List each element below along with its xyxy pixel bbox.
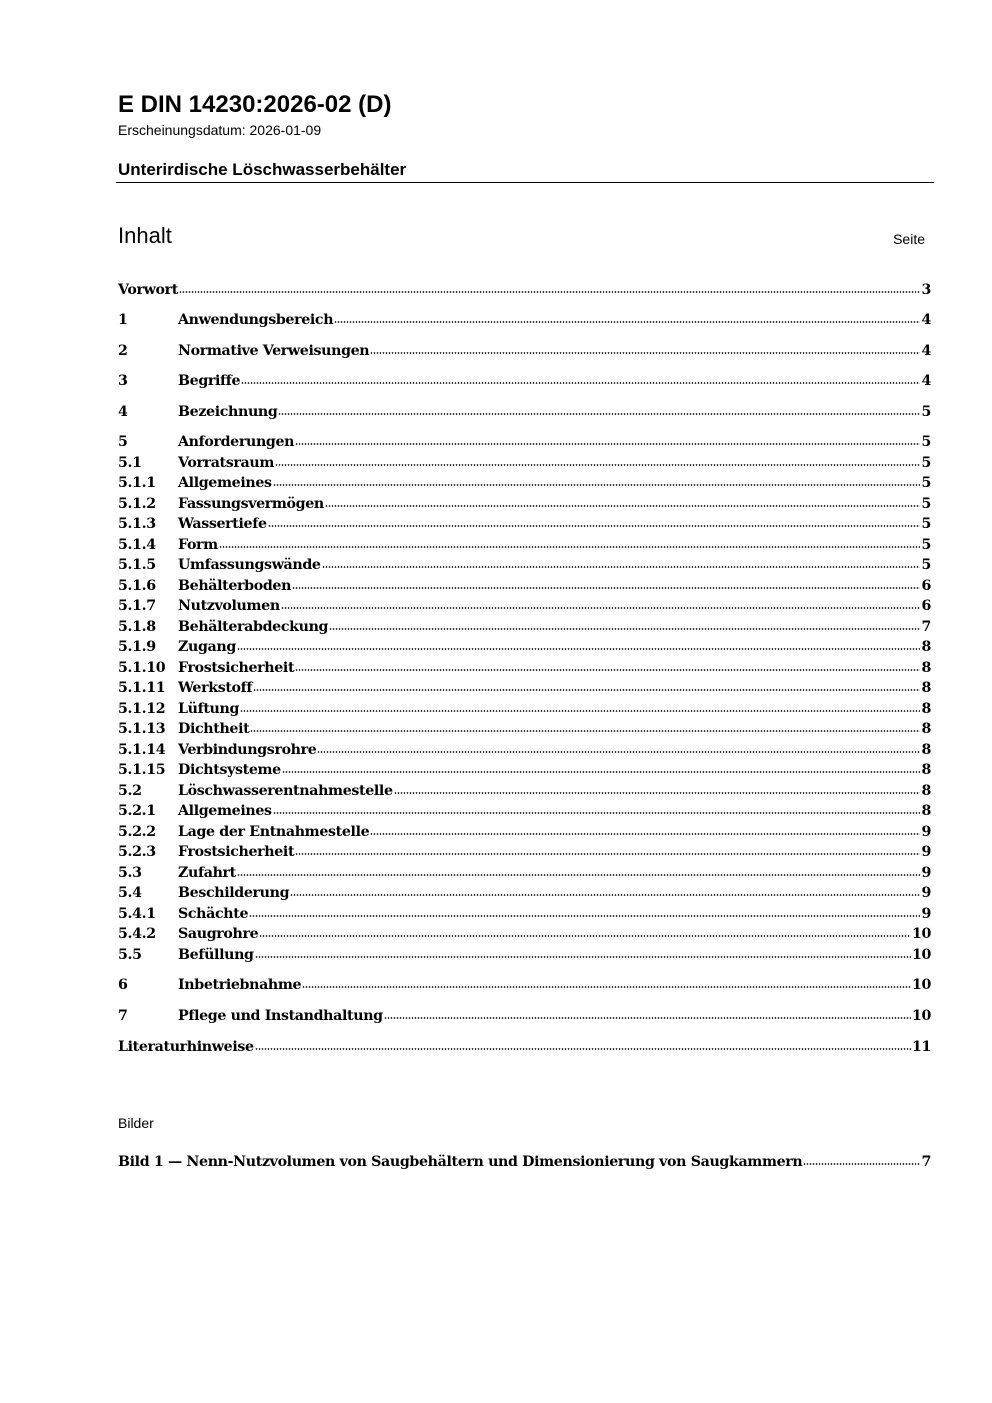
toc-entry-number: 3 bbox=[118, 373, 128, 389]
toc-entry-title: Allgemeines bbox=[178, 803, 272, 819]
toc-entry-page: 10 bbox=[911, 1008, 931, 1024]
figure-entry-page: 7 bbox=[921, 1154, 931, 1170]
toc-entry-title: Vorwort bbox=[118, 282, 178, 298]
toc-entry-title: Begriffe bbox=[178, 373, 241, 389]
toc-entry-page: 6 bbox=[921, 598, 931, 614]
toc-entry-number: 1 bbox=[118, 312, 128, 328]
dot-leader bbox=[370, 832, 920, 836]
dot-leader bbox=[249, 914, 920, 918]
toc-entry-page: 10 bbox=[911, 947, 931, 963]
toc-entry[interactable] bbox=[118, 617, 931, 637]
toc-entry-number: 5.1.8 bbox=[118, 619, 156, 635]
toc-entry-number: 5.1.9 bbox=[118, 639, 156, 655]
figure-entry-title: Bild 1 — Nenn-Nutzvolumen von Saugbehältern und Dimensionierung von Saugkammern bbox=[118, 1154, 803, 1170]
toc-entry-title: Frostsicherheit bbox=[178, 844, 295, 860]
toc-entry[interactable] bbox=[118, 740, 931, 760]
toc-entry-number: 5.1.11 bbox=[118, 680, 166, 696]
toc-entry-page: 10 bbox=[911, 977, 931, 993]
toc-entry-title: Zufahrt bbox=[178, 865, 236, 881]
toc-entry[interactable] bbox=[118, 555, 931, 575]
toc-entry-page: 8 bbox=[921, 660, 931, 676]
toc-entry-number: 5.2.1 bbox=[118, 803, 156, 819]
toc-entry[interactable] bbox=[118, 576, 931, 596]
document-id: E DIN 14230:2026-02 (D) bbox=[118, 91, 392, 118]
toc-entry-page: 5 bbox=[921, 496, 931, 512]
contents-heading: Inhalt bbox=[118, 223, 172, 248]
toc-entry[interactable] bbox=[118, 310, 931, 330]
dot-leader bbox=[302, 985, 911, 989]
toc-entry[interactable] bbox=[118, 432, 931, 452]
toc-entry-page: 8 bbox=[921, 742, 931, 758]
toc-entry-page: 8 bbox=[921, 762, 931, 778]
toc-entry[interactable] bbox=[118, 1037, 931, 1057]
dot-leader bbox=[292, 586, 920, 590]
toc-entry-title: Dichtheit bbox=[178, 721, 250, 737]
toc-entry[interactable] bbox=[118, 699, 931, 719]
toc-entry-number: 5.2.2 bbox=[118, 824, 156, 840]
dot-leader bbox=[268, 524, 921, 528]
toc-entry-number: 6 bbox=[118, 977, 128, 993]
toc-entry-page: 5 bbox=[921, 455, 931, 471]
toc-entry-number: 5.1.6 bbox=[118, 578, 156, 594]
dot-leader bbox=[322, 565, 921, 569]
toc-entry-title: Zugang bbox=[178, 639, 236, 655]
toc-entry-page: 5 bbox=[921, 516, 931, 532]
toc-entry-title: Bezeichnung bbox=[178, 404, 278, 420]
toc-entry-title: Form bbox=[178, 537, 218, 553]
dot-leader bbox=[295, 442, 920, 446]
dot-leader bbox=[259, 934, 911, 938]
dot-leader bbox=[290, 893, 920, 897]
toc-entry-number: 2 bbox=[118, 343, 128, 359]
dot-leader bbox=[275, 463, 920, 467]
toc-entry-page: 8 bbox=[921, 680, 931, 696]
dot-leader bbox=[394, 791, 921, 795]
toc-entry[interactable] bbox=[118, 473, 931, 493]
toc-entry-title: Werkstoff bbox=[178, 680, 253, 696]
toc-entry-page: 5 bbox=[921, 557, 931, 573]
toc-entry[interactable] bbox=[118, 719, 931, 739]
toc-entry-page: 6 bbox=[921, 578, 931, 594]
toc-entry-number: 5.1.1 bbox=[118, 475, 156, 491]
toc-entry-title: Umfassungswände bbox=[178, 557, 321, 573]
toc-entry-page: 4 bbox=[921, 373, 931, 389]
toc-entry-page: 4 bbox=[921, 343, 931, 359]
toc-entry-number: 5.2.3 bbox=[118, 844, 156, 860]
toc-entry-number: 5.1.5 bbox=[118, 557, 156, 573]
toc-entry[interactable] bbox=[118, 637, 931, 657]
dot-leader bbox=[253, 688, 920, 692]
toc-entry-page: 11 bbox=[911, 1039, 931, 1055]
toc-entry-page: 5 bbox=[921, 434, 931, 450]
toc-entry-title: Vorratsraum bbox=[178, 455, 274, 471]
toc-entry-page: 9 bbox=[921, 865, 931, 881]
toc-entry-number: 5.1.12 bbox=[118, 701, 166, 717]
toc-entry-title: Nutzvolumen bbox=[178, 598, 280, 614]
page-column-label: Seite bbox=[893, 231, 925, 247]
dot-leader bbox=[250, 729, 920, 733]
toc-entry-title: Frostsicherheit bbox=[178, 660, 295, 676]
publication-date: Erscheinungsdatum: 2026-01-09 bbox=[118, 122, 322, 138]
dot-leader bbox=[329, 627, 920, 631]
toc-entry-page: 10 bbox=[911, 926, 931, 942]
figures-heading: Bilder bbox=[118, 1115, 154, 1131]
toc-entry[interactable] bbox=[118, 453, 931, 473]
toc-entry-page: 8 bbox=[921, 803, 931, 819]
toc-entry-title: Fassungsvermögen bbox=[178, 496, 324, 512]
toc-entry-title: Literaturhinweise bbox=[118, 1039, 254, 1055]
toc-entry-number: 5.4.1 bbox=[118, 906, 156, 922]
toc-entry-page: 9 bbox=[921, 844, 931, 860]
toc-entry-number: 5.3 bbox=[118, 865, 142, 881]
toc-entry-number: 5.1.15 bbox=[118, 762, 166, 778]
toc-entry-number: 7 bbox=[118, 1008, 128, 1024]
toc-entry-number: 5.1.10 bbox=[118, 660, 166, 676]
toc-entry[interactable] bbox=[118, 402, 931, 422]
dot-leader bbox=[334, 320, 920, 324]
toc-entry-number: 5.5 bbox=[118, 947, 142, 963]
toc-entry-number: 5.1 bbox=[118, 455, 142, 471]
toc-entry[interactable] bbox=[118, 760, 931, 780]
toc-entry[interactable] bbox=[118, 1006, 931, 1026]
toc-entry-number: 5.1.14 bbox=[118, 742, 166, 758]
toc-entry-page: 8 bbox=[921, 639, 931, 655]
toc-entry-page: 3 bbox=[921, 282, 931, 298]
toc-entry-page: 9 bbox=[921, 824, 931, 840]
dot-leader bbox=[273, 811, 921, 815]
dot-leader bbox=[295, 852, 920, 856]
toc-entry[interactable] bbox=[118, 883, 931, 903]
dot-leader bbox=[278, 412, 920, 416]
toc-entry-title: Lage der Entnahmestelle bbox=[178, 824, 370, 840]
toc-entry[interactable] bbox=[118, 494, 931, 514]
toc-entry[interactable] bbox=[118, 945, 931, 965]
dot-leader bbox=[295, 668, 920, 672]
toc-entry[interactable] bbox=[118, 781, 931, 801]
toc-entry-title: Pflege und Instandhaltung bbox=[178, 1008, 383, 1024]
toc-entry[interactable] bbox=[118, 341, 931, 361]
toc-entry-number: 5.1.13 bbox=[118, 721, 166, 737]
dot-leader bbox=[237, 873, 921, 877]
dot-leader bbox=[237, 647, 921, 651]
toc-entry[interactable] bbox=[118, 801, 931, 821]
toc-entry-page: 8 bbox=[921, 783, 931, 799]
dot-leader bbox=[255, 1047, 911, 1051]
toc-entry-page: 5 bbox=[921, 475, 931, 491]
toc-entry-title: Dichtsysteme bbox=[178, 762, 281, 778]
dot-leader bbox=[219, 545, 921, 549]
dot-leader bbox=[317, 750, 920, 754]
toc-entry-title: Behälterabdeckung bbox=[178, 619, 329, 635]
toc-entry-number: 5.1.4 bbox=[118, 537, 156, 553]
toc-entry[interactable] bbox=[118, 863, 931, 883]
toc-entry[interactable] bbox=[118, 658, 931, 678]
toc-entry[interactable] bbox=[118, 924, 931, 944]
toc-entry-title: Anforderungen bbox=[178, 434, 295, 450]
toc-entry-title: Allgemeines bbox=[178, 475, 272, 491]
toc-entry-title: Verbindungsrohre bbox=[178, 742, 317, 758]
toc-entry-page: 9 bbox=[921, 906, 931, 922]
toc-entry-number: 5 bbox=[118, 434, 128, 450]
toc-entry[interactable] bbox=[118, 822, 931, 842]
toc-entry-page: 7 bbox=[921, 619, 931, 635]
dot-leader bbox=[241, 381, 920, 385]
dot-leader bbox=[384, 1016, 911, 1020]
toc-entry-title: Löschwasserentnahmestelle bbox=[178, 783, 393, 799]
toc-entry[interactable] bbox=[118, 842, 931, 862]
toc-entry-number: 5.4.2 bbox=[118, 926, 156, 942]
toc-entry-title: Lüftung bbox=[178, 701, 240, 717]
toc-entry-page: 5 bbox=[921, 537, 931, 553]
document-title: Unterirdische Löschwasserbehälter bbox=[118, 160, 407, 179]
toc-entry-number: 5.1.2 bbox=[118, 496, 156, 512]
dot-leader bbox=[240, 709, 920, 713]
toc-entry-page: 8 bbox=[921, 701, 931, 717]
figure-entry[interactable] bbox=[118, 1152, 931, 1172]
dot-leader bbox=[803, 1162, 920, 1166]
toc-entry-number: 5.4 bbox=[118, 885, 142, 901]
toc-entry-page: 4 bbox=[921, 312, 931, 328]
toc-entry[interactable] bbox=[118, 535, 931, 555]
dot-leader bbox=[370, 351, 920, 355]
dot-leader bbox=[179, 290, 921, 294]
toc-entry-page: 8 bbox=[921, 721, 931, 737]
toc-entry-title: Behälterboden bbox=[178, 578, 292, 594]
toc-entry-title: Schächte bbox=[178, 906, 249, 922]
dot-leader bbox=[273, 483, 921, 487]
toc-entry-number: 5.1.7 bbox=[118, 598, 156, 614]
toc-entry[interactable] bbox=[118, 678, 931, 698]
toc-entry-title: Normative Verweisungen bbox=[178, 343, 370, 359]
toc-entry[interactable] bbox=[118, 975, 931, 995]
toc-entry-title: Inbetriebnahme bbox=[178, 977, 302, 993]
toc-entry-number: 5.1.3 bbox=[118, 516, 156, 532]
toc-entry-number: 5.2 bbox=[118, 783, 142, 799]
dot-leader bbox=[281, 606, 921, 610]
toc-entry[interactable] bbox=[118, 904, 931, 924]
toc-entry-title: Wassertiefe bbox=[178, 516, 267, 532]
toc-entry-number: 4 bbox=[118, 404, 128, 420]
toc-entry-title: Befüllung bbox=[178, 947, 254, 963]
toc-entry-page: 9 bbox=[921, 885, 931, 901]
toc-entry[interactable] bbox=[118, 371, 931, 391]
dot-leader bbox=[255, 955, 911, 959]
dot-leader bbox=[325, 504, 921, 508]
toc-entry[interactable] bbox=[118, 514, 931, 534]
dot-leader bbox=[282, 770, 921, 774]
toc-entry-title: Anwendungsbereich bbox=[178, 312, 334, 328]
toc-entry[interactable] bbox=[118, 596, 931, 616]
toc-entry[interactable] bbox=[118, 280, 931, 300]
toc-entry-title: Saugrohre bbox=[178, 926, 259, 942]
toc-entry-page: 5 bbox=[921, 404, 931, 420]
toc-entry-title: Beschilderung bbox=[178, 885, 290, 901]
